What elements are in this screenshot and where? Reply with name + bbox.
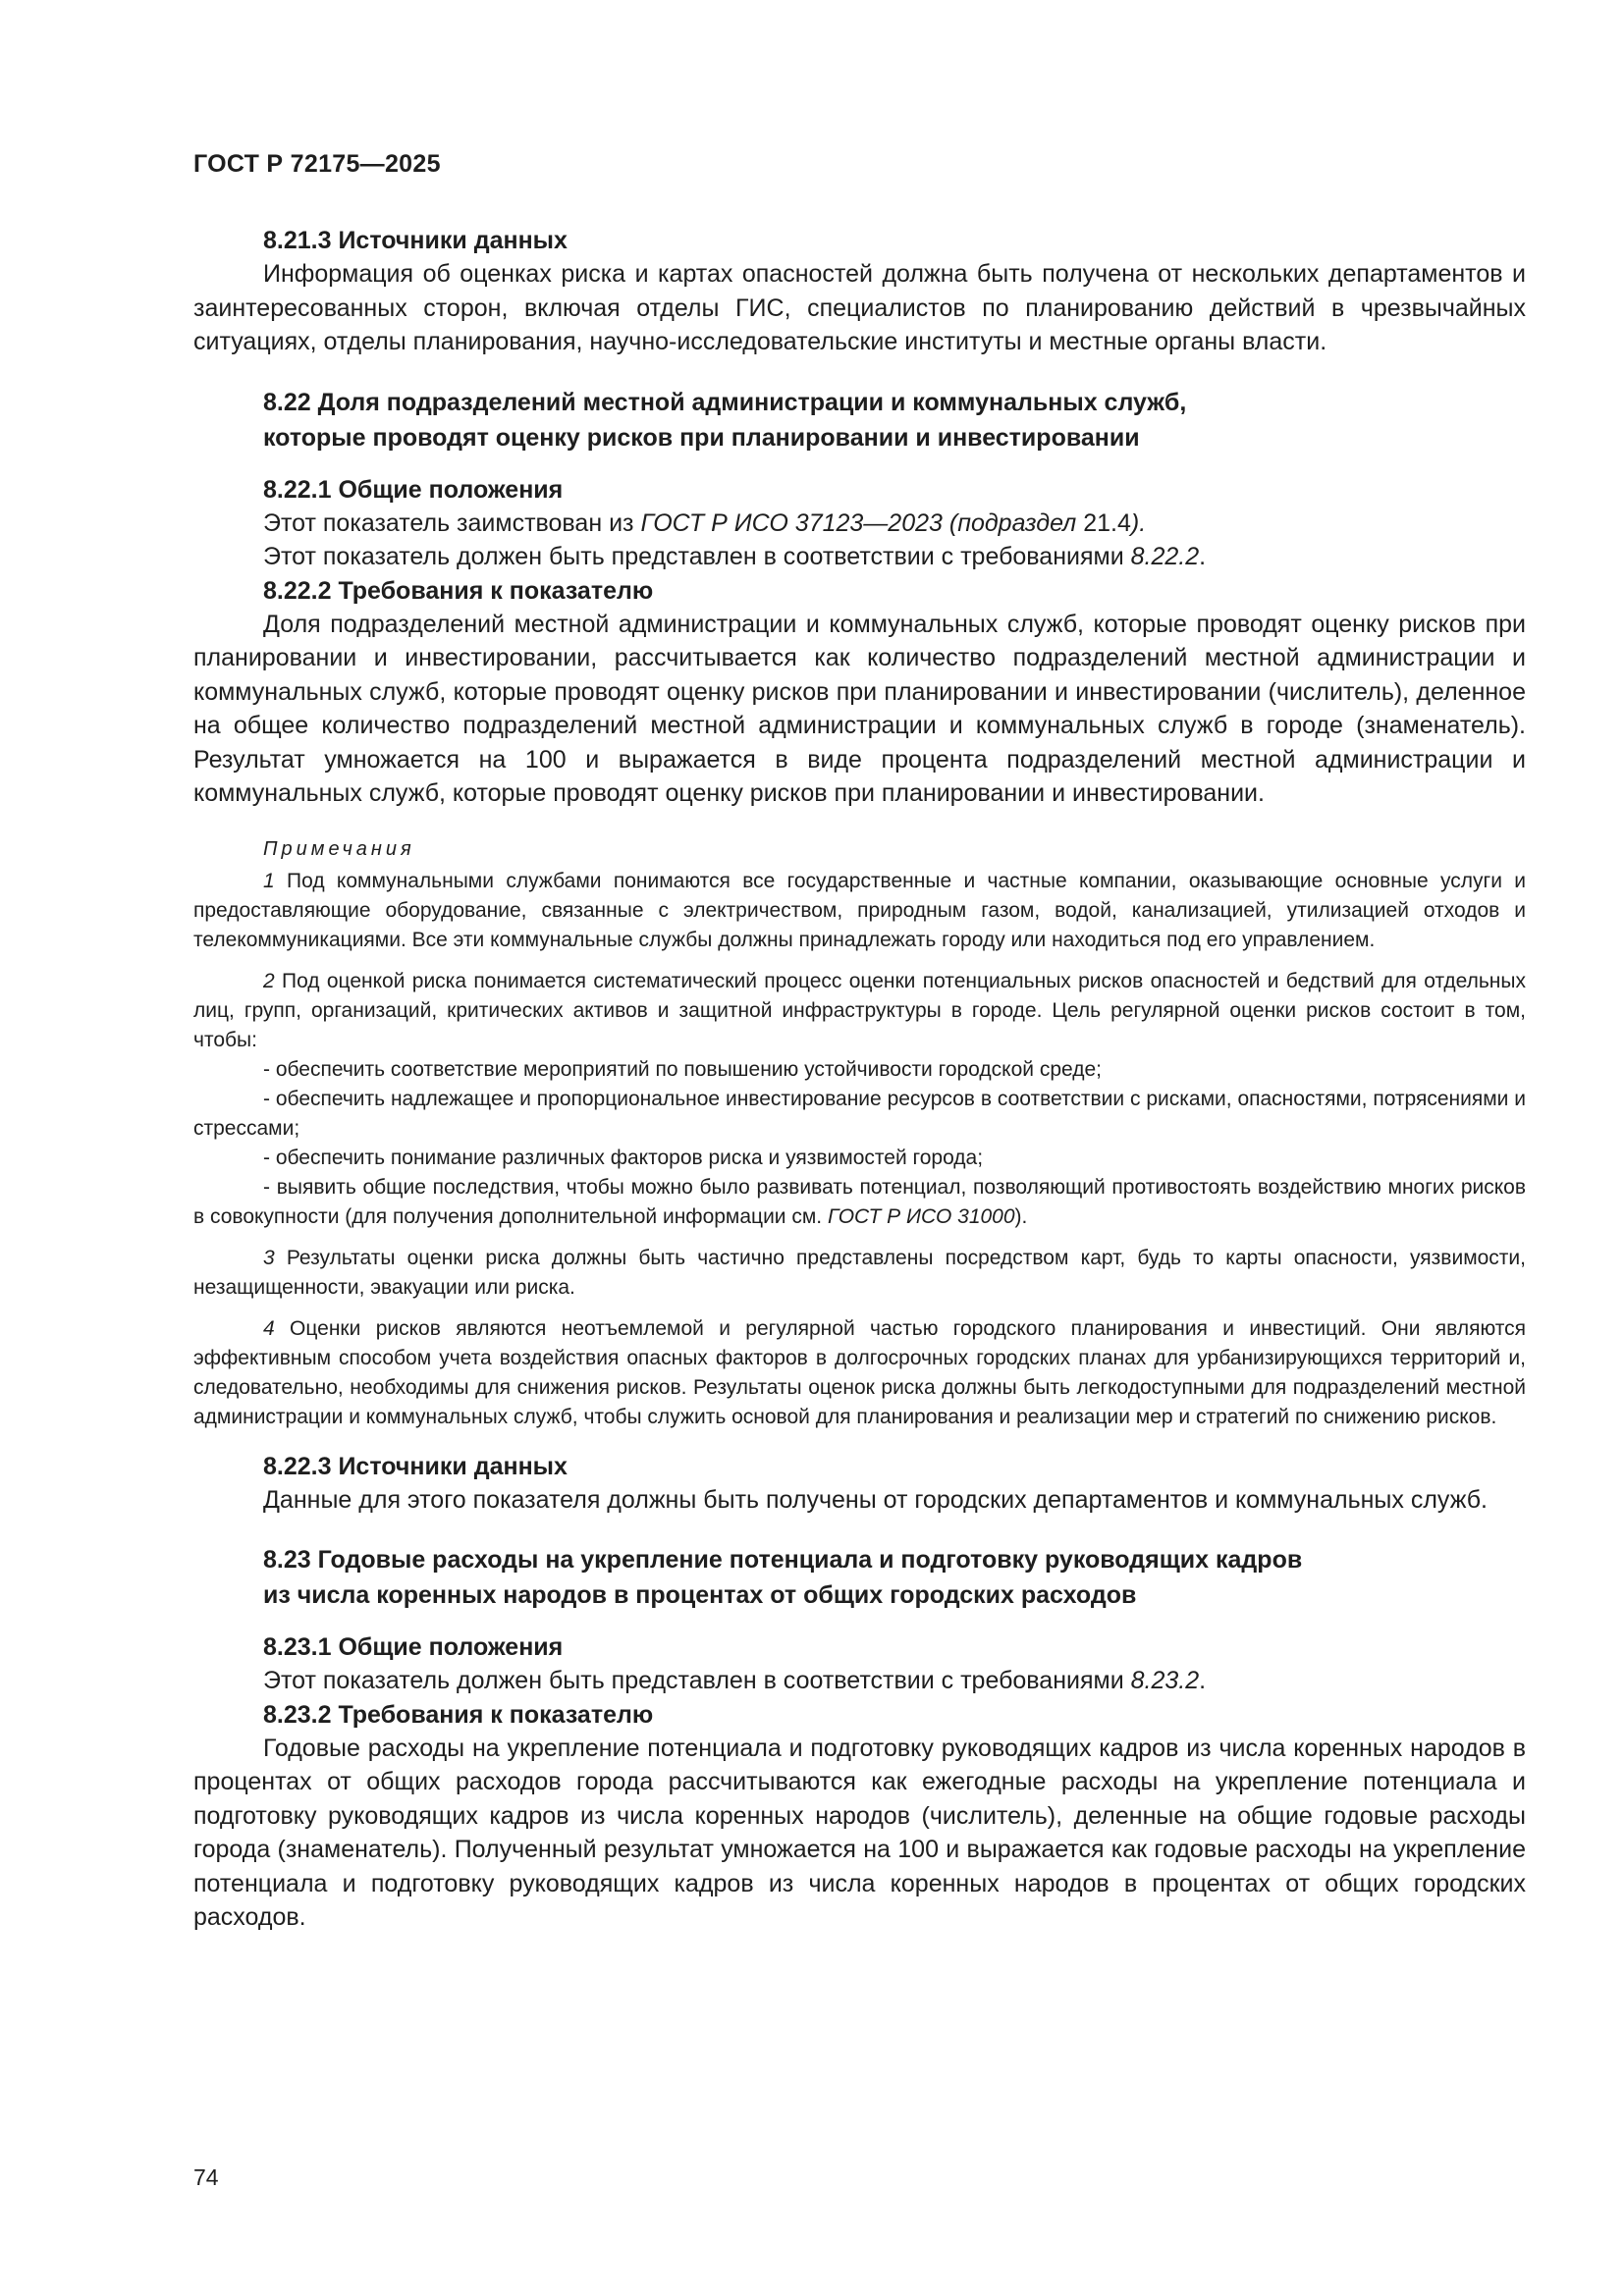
section-title-8-22-3: 8.22.3 Источники данных	[263, 1452, 568, 1480]
section-text-8-21-3: Информация об оценках риска и картах опасностей должна быть получена от нескольких департаментов и заинтересованных сторон, включая отделы ГИС, специалистов по планированию действий в чрезвычайных ситуациях, отделы планирования, научно-исследовательские институты и местные органы власти.	[193, 260, 1526, 355]
section-text-8-22-1-p2: Этот показатель должен быть представлен в соответствии с требованиями 8.22.2.	[263, 543, 1207, 570]
note-2: 2 Под оценкой риска понимается систематический процесс оценки потенциальных рисков опасностей и бедствий для отдельных лиц, групп, организаций, критических активов и защитной инфраструктуры в городе. Цель регулярной оценки рисков состоит в том, чтобы:	[193, 969, 1526, 1051]
note-1: 1 Под коммунальными службами понимаются все государственные и частные компании, оказывающие основные услуги и предоставляющие оборудование, связанные с электричеством, природным газом, водой, канализацией, утилизацией отходов и телекоммуникациями. Все эти коммунальные службы должны принадлежать городу или находиться под его управлением.	[193, 869, 1526, 951]
note-2-bullet-1: - обеспечить соответствие мероприятий по повышению устойчивости городской среде;	[263, 1057, 1102, 1081]
standard-reference: ГОСТ Р ИСО 37123—2023 (подраздел	[640, 508, 1077, 537]
section-text-8-22-2: Доля подразделений местной администрации и коммунальных служб, которые проводят оценку рисков при планировании и инвестировании, рассчитывается как количество подразделений местной администрации и коммунальных служб, которые проводят оценку рисков при планировании и инвестировании (числитель), деленное на общее количество подразделений местной администрации и коммунальных служб в городе (знаменатель). Результат умножается на 100 и выражается в виде процента подразделений местной администрации и коммунальных служб, которые проводят оценку рисков при планировании и инвестировании.	[193, 610, 1526, 807]
section-text-8-22-1-p1: Этот показатель заимствован из ГОСТ Р ИСО 37123—2023 (подраздел 21.4).	[263, 508, 1147, 537]
section-title-8-23-line2: из числа коренных народов в процентах от общих городских расходов	[263, 1581, 1137, 1609]
section-text-8-23-1: Этот показатель должен быть представлен в соответствии с требованиями 8.23.2.	[263, 1667, 1207, 1694]
document-header: ГОСТ Р 72175—2025	[193, 150, 441, 178]
standard-reference: ГОСТ Р ИСО 31000	[827, 1204, 1015, 1228]
section-title-8-22-1: 8.22.1 Общие положения	[263, 475, 564, 504]
document-body	[193, 224, 1526, 1935]
section-title-8-23-1: 8.23.1 Общие положения	[263, 1633, 564, 1661]
note-2-bullet-3: - обеспечить понимание различных факторов риска и уязвимостей города;	[263, 1146, 984, 1169]
clause-reference: 8.22.2	[1130, 543, 1200, 570]
note-2-bullet-2: - обеспечить надлежащее и пропорциональное инвестирование ресурсов в соответствии с рисками, опасностями, потрясениями и стрессами;	[193, 1087, 1526, 1140]
page-number: 74	[193, 2164, 219, 2190]
section-text-8-23-2: Годовые расходы на укрепление потенциала и подготовку руководящих кадров из числа коренных народов в процентах от общих расходов города рассчитываются как ежегодные расходы на укрепление потенциала и подготовку руководящих кадров из числа коренных народов (числитель), деленные на общие годовые расходы города (знаменатель). Полученный результат умножается на 100 и выражается как годовые расходы на укрепление потенциала и подготовку руководящих кадров из числа коренных народов в процентах от общих городских расходов.	[193, 1734, 1526, 1931]
section-title-8-22-2: 8.22.2 Требования к показателю	[263, 576, 654, 605]
section-text-8-22-3: Данные для этого показателя должны быть получены от городских департаментов и коммунальных служб.	[263, 1485, 1488, 1514]
section-title-8-22-line2: которые проводят оценку рисков при планировании и инвестировании	[263, 423, 1140, 452]
section-title-8-23-line1: 8.23 Годовые расходы на укрепление потенциала и подготовку руководящих кадров	[263, 1546, 1303, 1574]
clause-reference: 8.23.2	[1130, 1667, 1200, 1694]
note-2-bullet-4: - выявить общие последствия, чтобы можно было развивать потенциал, позволяющий противостоять воздействию многих рисков в совокупности (для получения дополнительной информации см. ГОСТ Р ИСО 31000).	[193, 1175, 1526, 1228]
section-title-8-22-line1: 8.22 Доля подразделений местной администрации и коммунальных служб,	[263, 388, 1187, 416]
note-4: 4 Оценки рисков являются неотъемлемой и регулярной частью городского планирования и инвестиций. Они являются эффективным способом учета воздействия опасных факторов в долгосрочных городских планах для урбанизирующихся территорий и, следовательно, необходимы для снижения рисков. Результаты оценок риска должны быть легкодоступными для подразделений местной администрации и коммунальных служб, чтобы служить основой для планирования и реализации мер и стратегий по снижению рисков.	[193, 1316, 1526, 1428]
section-title-8-21-3: 8.21.3 Источники данных	[263, 227, 568, 254]
note-3: 3 Результаты оценки риска должны быть частично представлены посредством карт, будь то карты опасности, уязвимости, незащищенности, эвакуации или риска.	[193, 1246, 1526, 1299]
notes-title: Примечания	[263, 837, 415, 860]
section-title-8-23-2: 8.23.2 Требования к показателю	[263, 1700, 654, 1729]
